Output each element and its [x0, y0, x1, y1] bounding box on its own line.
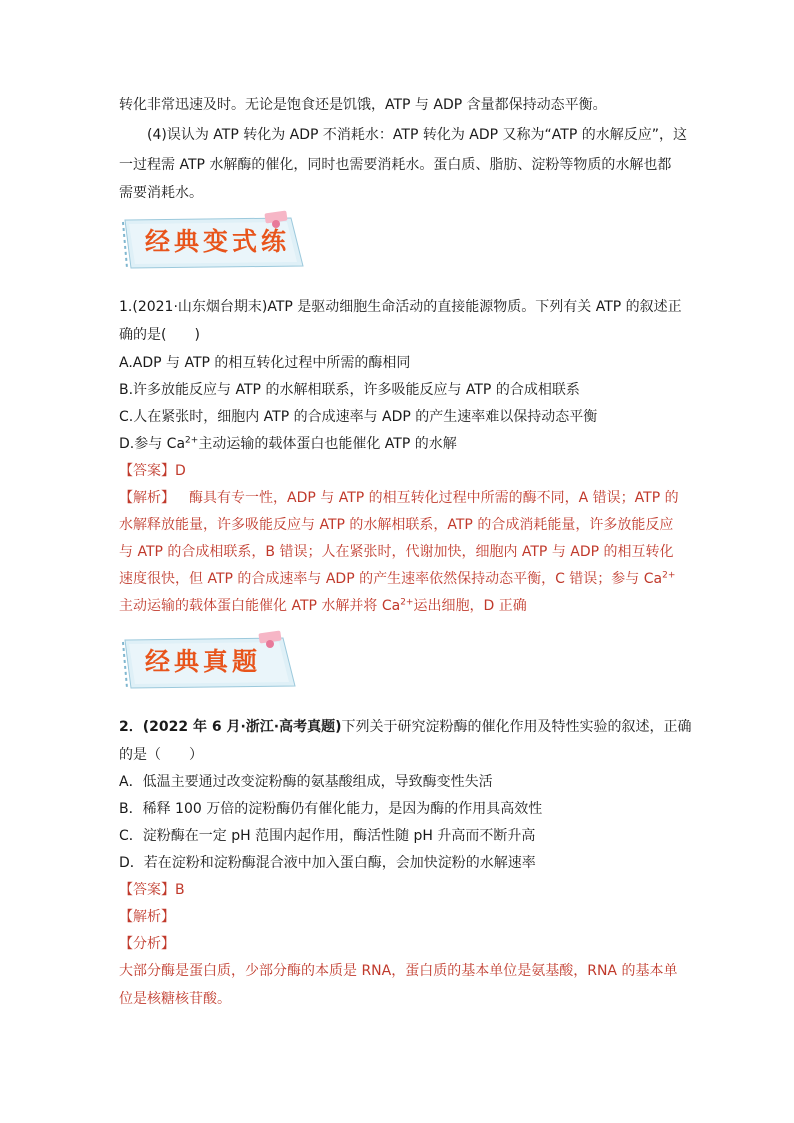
intro-line-3: 一过程需 ATP 水解酶的催化，同时也需要消耗水。蛋白质、脂肪、淀粉等物质的水解也都	[119, 157, 672, 173]
q2-analysis-line-2: 位是核糖核苷酸。	[119, 991, 231, 1007]
q2-analysis-label: 【解析】	[119, 909, 175, 925]
q2-option-d: D．若在淀粉和淀粉酶混合液中加入蛋白酶，会加快淀粉的水解速率	[119, 855, 536, 871]
q2-analysis-line-1: 大部分酶是蛋白质，少部分酶的本质是 RNA，蛋白质的基本单位是氨基酸，RNA 的基本单	[119, 963, 678, 979]
q2-option-c: C．淀粉酶在一定 pH 范围内起作用，酶活性随 pH 升高而不断升高	[119, 828, 536, 844]
intro-line-4: 需要消耗水。	[119, 185, 203, 201]
q1-option-b: B.许多放能反应与 ATP 的水解相联系，许多吸能反应与 ATP 的合成相联系	[119, 382, 580, 398]
q2-option-a: A．低温主要通过改变淀粉酶的氨基酸组成，导致酶变性失活	[119, 774, 493, 790]
q2-stem-line-1: 2．(2022 年 6 月·浙江·高考真题)下列关于研究淀粉酶的催化作用及特性实验的叙述，正确	[119, 719, 692, 735]
q2-option-b: B．稀释 100 万倍的淀粉酶仍有催化能力，是因为酶的作用具高效性	[119, 801, 543, 817]
q1-stem-line-2: 确的是( )	[119, 327, 200, 343]
section-banner-classic-exam	[119, 630, 297, 692]
section-title-2: 经典真题	[145, 647, 262, 676]
section-banner-variant-practice	[119, 210, 305, 272]
q1-option-a: A.ADP 与 ATP 的相互转化过程中所需的酶相同	[119, 355, 411, 371]
q1-analysis-line-4: 速度很快，但 ATP 的合成速率与 ADP 的产生速率依然保持动态平衡，C 错误；参与 $Ca^{2+}$	[119, 570, 676, 587]
q2-answer: 【答案】B	[119, 882, 185, 898]
q1-stem-line-1: 1.(2021·山东烟台期末)ATP 是驱动细胞生命活动的直接能源物质。下列有关 ATP 的叙述正	[119, 299, 682, 315]
q1-analysis-line-3: 与 ATP 的合成相联系，B 错误；人在紧张时，代谢加快，细胞内 ATP 与 ADP 的相互转化	[119, 544, 674, 560]
q1-analysis-line-1: 【解析】 酶具有专一性，ADP 与 ATP 的相互转化过程中所需的酶不同，A 错误；ATP 的	[119, 490, 679, 506]
q1-option-c: C.人在紧张时，细胞内 ATP 的合成速率与 ADP 的产生速率难以保持动态平衡	[119, 409, 598, 425]
q1-answer: 【答案】D	[119, 463, 186, 479]
q1-analysis-line-2: 水解释放能量，许多吸能反应与 ATP 的水解相联系，ATP 的合成消耗能量，许多放能反应	[119, 517, 674, 533]
intro-line-1: 转化非常迅速及时。无论是饱食还是饥饿，ATP 与 ADP 含量都保持动态平衡。	[119, 97, 607, 113]
q2-stem-line-2: 的是（ ）	[119, 747, 203, 763]
q1-analysis-label: 【解析】	[119, 490, 175, 506]
q1-option-d: D.参与 $Ca^{2+}$主动运输的载体蛋白也能催化 ATP 的水解	[119, 435, 457, 452]
q1-analysis-line-5: 主动运输的载体蛋白能催化 ATP 水解并将 $Ca^{2+}$运出细胞，D 正确	[119, 597, 527, 614]
intro-line-2: (4)误认为 ATP 转化为 ADP 不消耗水：ATP 转化为 ADP 又称为“ATP 的水解反应”，这	[147, 127, 687, 143]
section-title-1: 经典变式练	[145, 227, 291, 256]
q2-source: 2．(2022 年 6 月·浙江·高考真题)	[119, 719, 342, 735]
q2-analysis-sub-label: 【分析】	[119, 936, 175, 952]
